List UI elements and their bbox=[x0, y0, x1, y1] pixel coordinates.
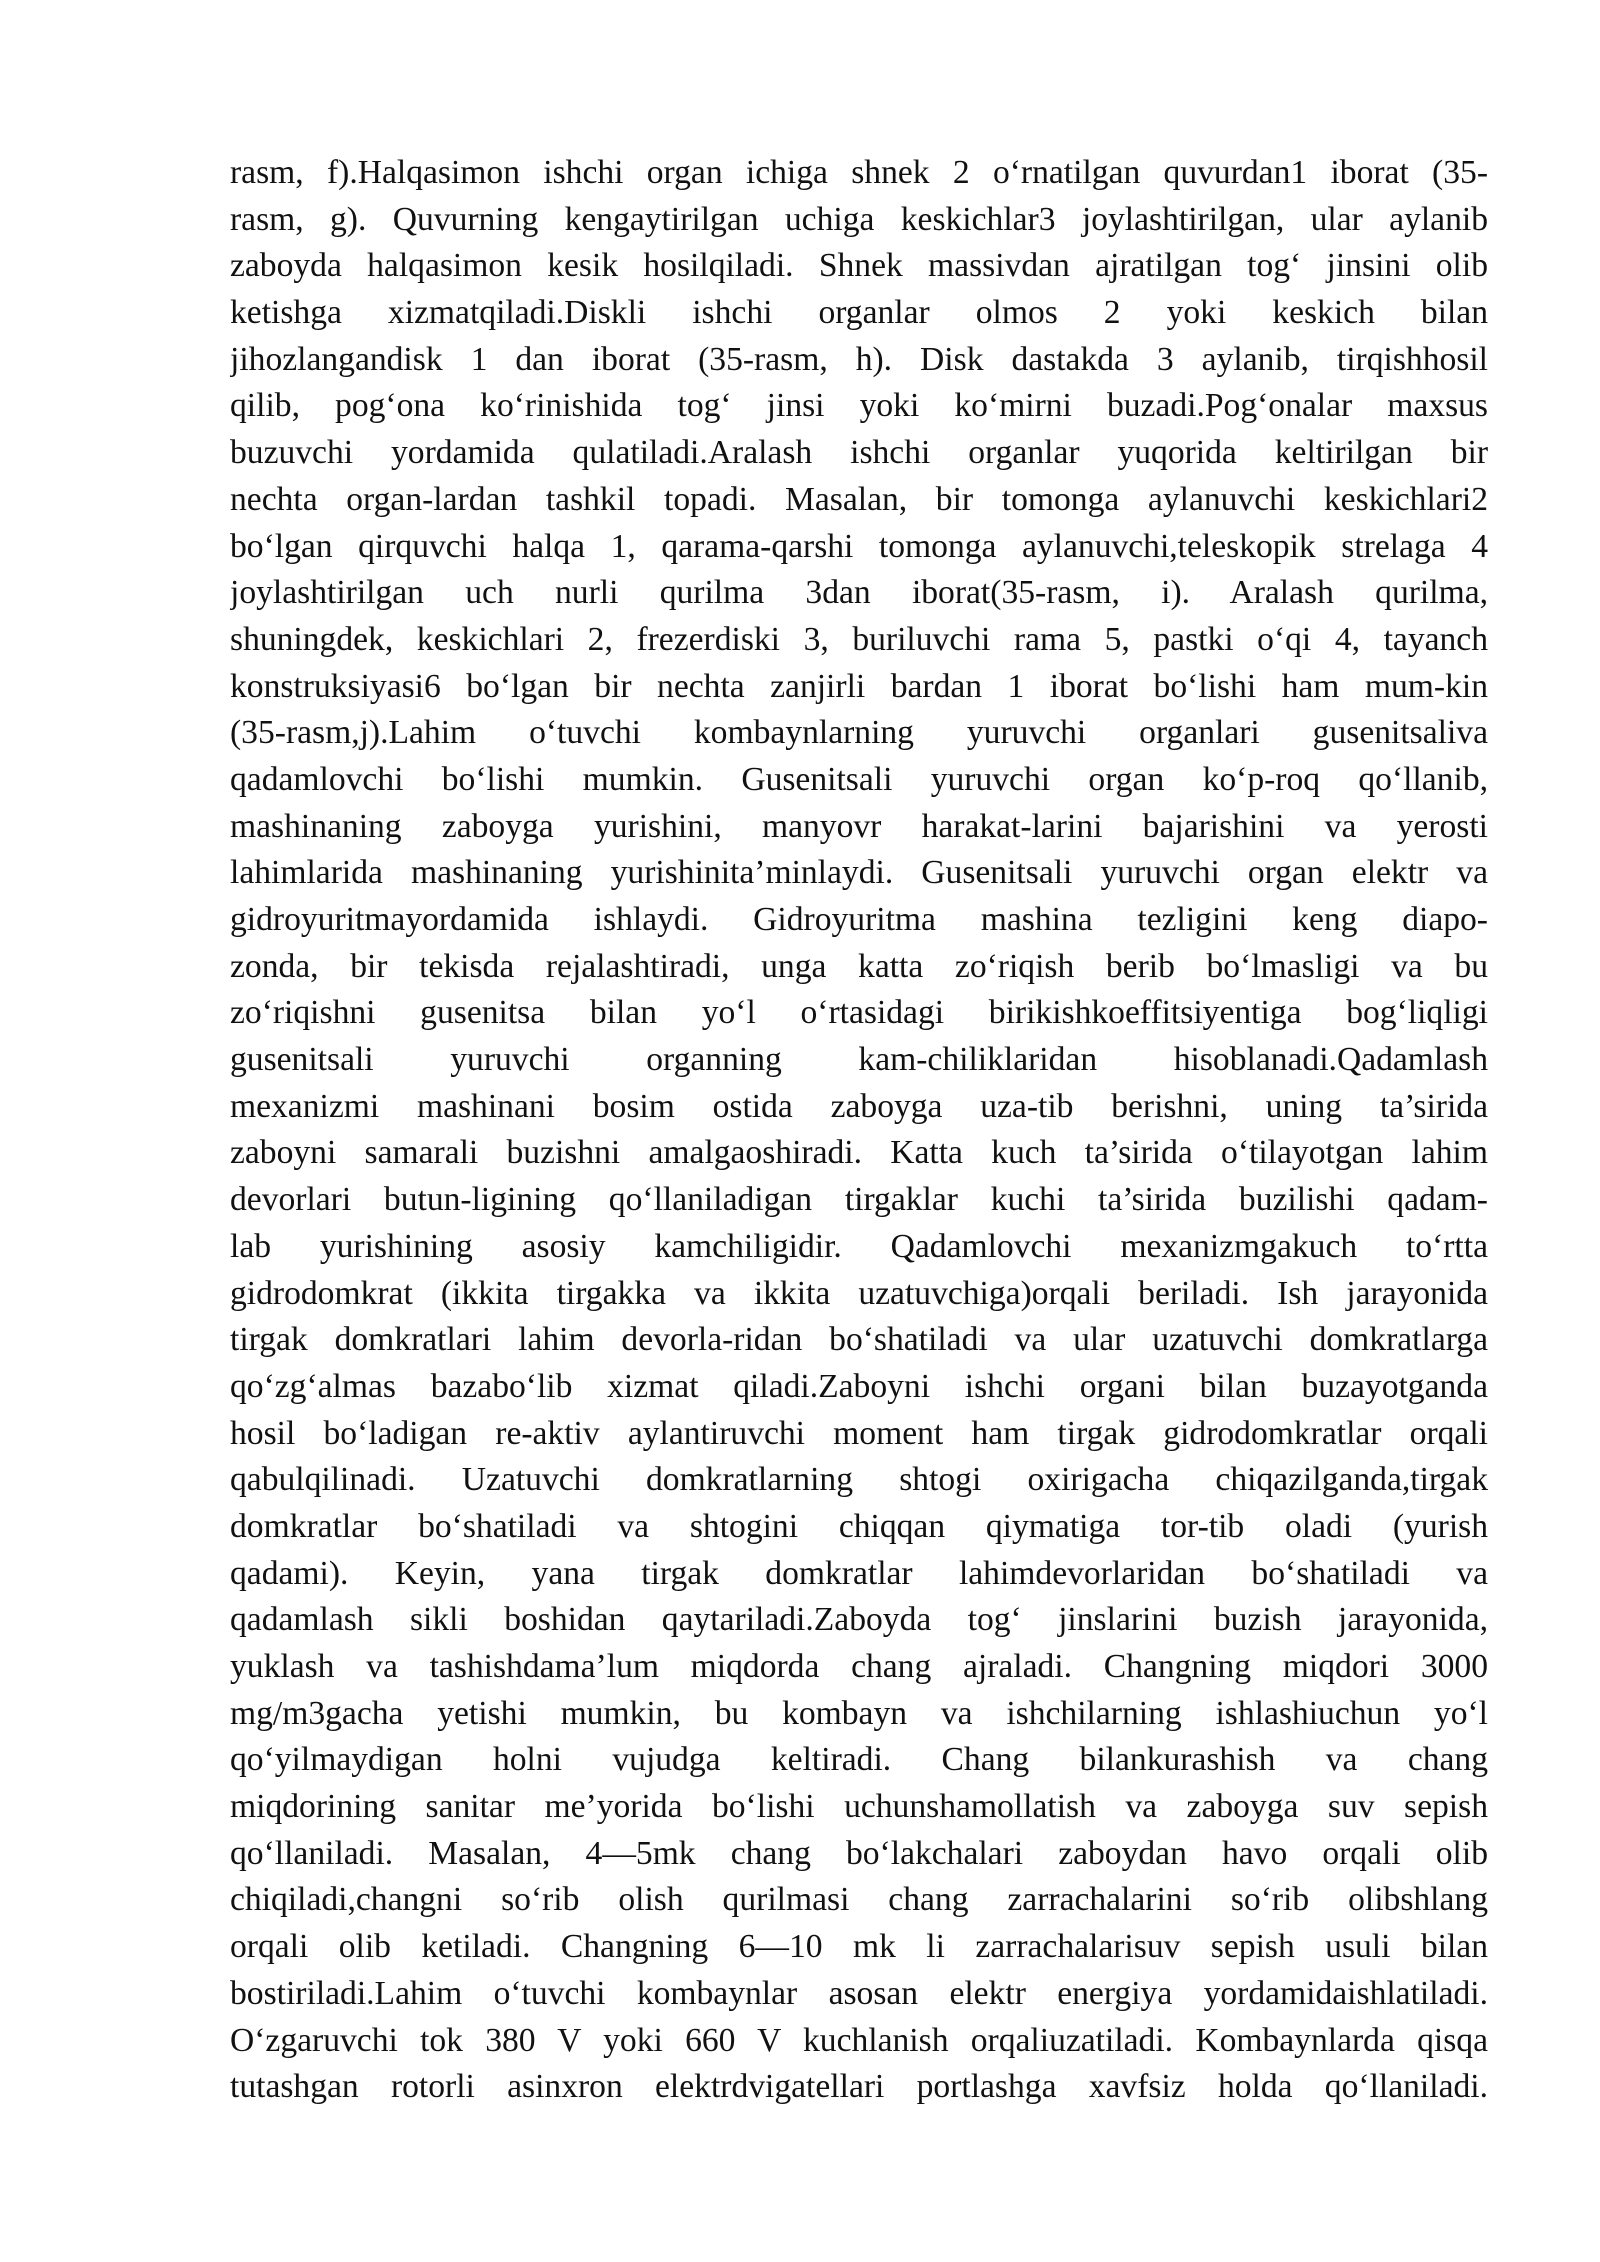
text-line: zonda, bir tekisda rejalashtiradi, unga katta zo‘riqish berib bo‘lmasligi va bu bbox=[230, 947, 1488, 985]
text-line: zo‘riqishni gusenitsa bilan yo‘l o‘rtasidagi birikishkoeffitsiyentiga bog‘liqligi bbox=[230, 994, 1488, 1032]
text-line: gusenitsali yuruvchi organning kam-chiliklaridan hisoblanadi.Qadamlash bbox=[230, 1041, 1488, 1079]
text-line: devorlari butun-ligining qo‘llaniladigan tirgaklar kuchi ta’sirida buzilishi qadam- bbox=[230, 1181, 1488, 1219]
text-line: zaboyni samarali buzishni amalgaoshiradi. Katta kuch ta’sirida o‘tilayotgan lahim bbox=[230, 1134, 1488, 1172]
text-line: lahimlarida mashinaning yurishinita’minlaydi. Gusenitsali yuruvchi organ elektr va bbox=[230, 854, 1488, 892]
text-line: gidrodomkrat (ikkita tirgakka va ikkita uzatuvchiga)orqali beriladi. Ish jarayonida bbox=[230, 1274, 1488, 1312]
text-line: qadamlovchi bo‘lishi mumkin. Gusenitsali yuruvchi organ ko‘p-roq qo‘llanib, bbox=[230, 760, 1488, 798]
body-text bbox=[230, 150, 1488, 2111]
text-line: domkratlar bo‘shatiladi va shtogini chiqqan qiymatiga tor-tib oladi (yurish bbox=[230, 1507, 1488, 1545]
text-line: joylashtirilgan uch nurli qurilma 3dan iborat(35-rasm, i). Aralash qurilma, bbox=[230, 574, 1488, 612]
text-line: lab yurishining asosiy kamchiligidir. Qadamlovchi mexanizmgakuch to‘rtta bbox=[230, 1227, 1488, 1265]
text-line: mg/m3gacha yetishi mumkin, bu kombayn va ishchilarning ishlashiuchun yo‘l bbox=[230, 1694, 1488, 1732]
text-line: nechta organ-lardan tashkil topadi. Masalan, bir tomonga aylanuvchi keskichlari2 bbox=[230, 480, 1488, 518]
text-line: zaboyda halqasimon kesik hosilqiladi. Shnek massivdan ajratilgan tog‘ jinsini olib bbox=[230, 247, 1488, 285]
text-line: qadamlash sikli boshidan qaytariladi.Zaboyda tog‘ jinslarini buzish jarayonida, bbox=[230, 1601, 1488, 1639]
text-line: ketishga xizmatqiladi.Diskli ishchi organlar olmos 2 yoki keskich bilan bbox=[230, 294, 1488, 332]
text-line: tutashgan rotorli asinxron elektrdvigatellari portlashga xavfsiz holda qo‘llaniladi. bbox=[230, 2068, 1488, 2106]
text-line: shuningdek, keskichlari 2, frezerdiski 3, buriluvchi rama 5, pastki o‘qi 4, tayanch bbox=[230, 620, 1488, 658]
text-line: hosil bo‘ladigan re-aktiv aylantiruvchi moment ham tirgak gidrodomkratlar orqali bbox=[230, 1414, 1488, 1452]
text-line: mashinaning zaboyga yurishini, manyovr harakat-larini bajarishini va yerosti bbox=[230, 807, 1488, 845]
text-line: rasm, f).Halqasimon ishchi organ ichiga shnek 2 o‘rnatilgan quvurdan1 iborat (35- bbox=[230, 154, 1488, 191]
text-line: miqdorining sanitar me’yorida bo‘lishi uchunshamollatish va zaboyga suv sepish bbox=[230, 1788, 1488, 1826]
text-line: jihozlangandisk 1 dan iborat (35-rasm, h). Disk dastakda 3 aylanib, tirqishhosil bbox=[230, 340, 1488, 378]
text-line: konstruksiyasi6 bo‘lgan bir nechta zanjirli bardan 1 iborat bo‘lishi ham mum-kin bbox=[230, 667, 1488, 705]
text-line: O‘zgaruvchi tok 380 V yoki 660 V kuchlanish orqaliuzatiladi. Kombaynlarda qisqa bbox=[230, 2021, 1488, 2059]
text-line: qo‘llaniladi. Masalan, 4—5mk chang bo‘lakchalari zaboydan havo orqali olib bbox=[230, 1834, 1488, 1872]
text-line: bo‘lgan qirquvchi halqa 1, qarama-qarshi tomonga aylanuvchi,teleskopik strelaga 4 bbox=[230, 527, 1488, 565]
text-line: yuklash va tashishdama’lum miqdorda chang ajraladi. Changning miqdori 3000 bbox=[230, 1648, 1488, 1685]
text-line: gidroyuritmayordamida ishlaydi. Gidroyuritma mashina tezligini keng diapo- bbox=[230, 901, 1488, 938]
text-line: qadami). Keyin, yana tirgak domkratlar lahimdevorlaridan bo‘shatiladi va bbox=[230, 1554, 1488, 1592]
text-line: rasm, g). Quvurning kengaytirilgan uchiga keskichlar3 joylashtirilgan, ular aylanib bbox=[230, 200, 1488, 238]
text-line: qabulqilinadi. Uzatuvchi domkratlarning shtogi oxirigacha chiqazilganda,tirgak bbox=[230, 1461, 1488, 1499]
text-line: chiqiladi,changni so‘rib olish qurilmasi chang zarrachalarini so‘rib olibshlang bbox=[230, 1881, 1488, 1919]
text-line: qo‘zg‘almas bazabo‘lib xizmat qiladi.Zaboyni ishchi organi bilan buzayotganda bbox=[230, 1367, 1488, 1405]
text-line: tirgak domkratlari lahim devorla-ridan bo‘shatiladi va ular uzatuvchi domkratlarga bbox=[230, 1321, 1488, 1359]
text-line: bostiriladi.Lahim o‘tuvchi kombaynlar asosan elektr energiya yordamidaishlatiladi. bbox=[230, 1974, 1488, 2012]
text-line: orqali olib ketiladi. Changning 6—10 mk li zarrachalarisuv sepish usuli bilan bbox=[230, 1928, 1488, 1966]
text-line: mexanizmi mashinani bosim ostida zaboyga uza-tib berishni, uning ta’sirida bbox=[230, 1087, 1488, 1125]
text-line: qo‘yilmaydigan holni vujudga keltiradi. Chang bilankurashish va chang bbox=[230, 1741, 1488, 1779]
text-line: qilib, pog‘ona ko‘rinishida tog‘ jinsi yoki ko‘mirni buzadi.Pog‘onalar maxsus bbox=[230, 387, 1488, 425]
text-line: buzuvchi yordamida qulatiladi.Aralash ishchi organlar yuqorida keltirilgan bir bbox=[230, 434, 1488, 472]
text-line: (35-rasm,j).Lahim o‘tuvchi kombaynlarning yuruvchi organlari gusenitsaliva bbox=[230, 714, 1488, 752]
